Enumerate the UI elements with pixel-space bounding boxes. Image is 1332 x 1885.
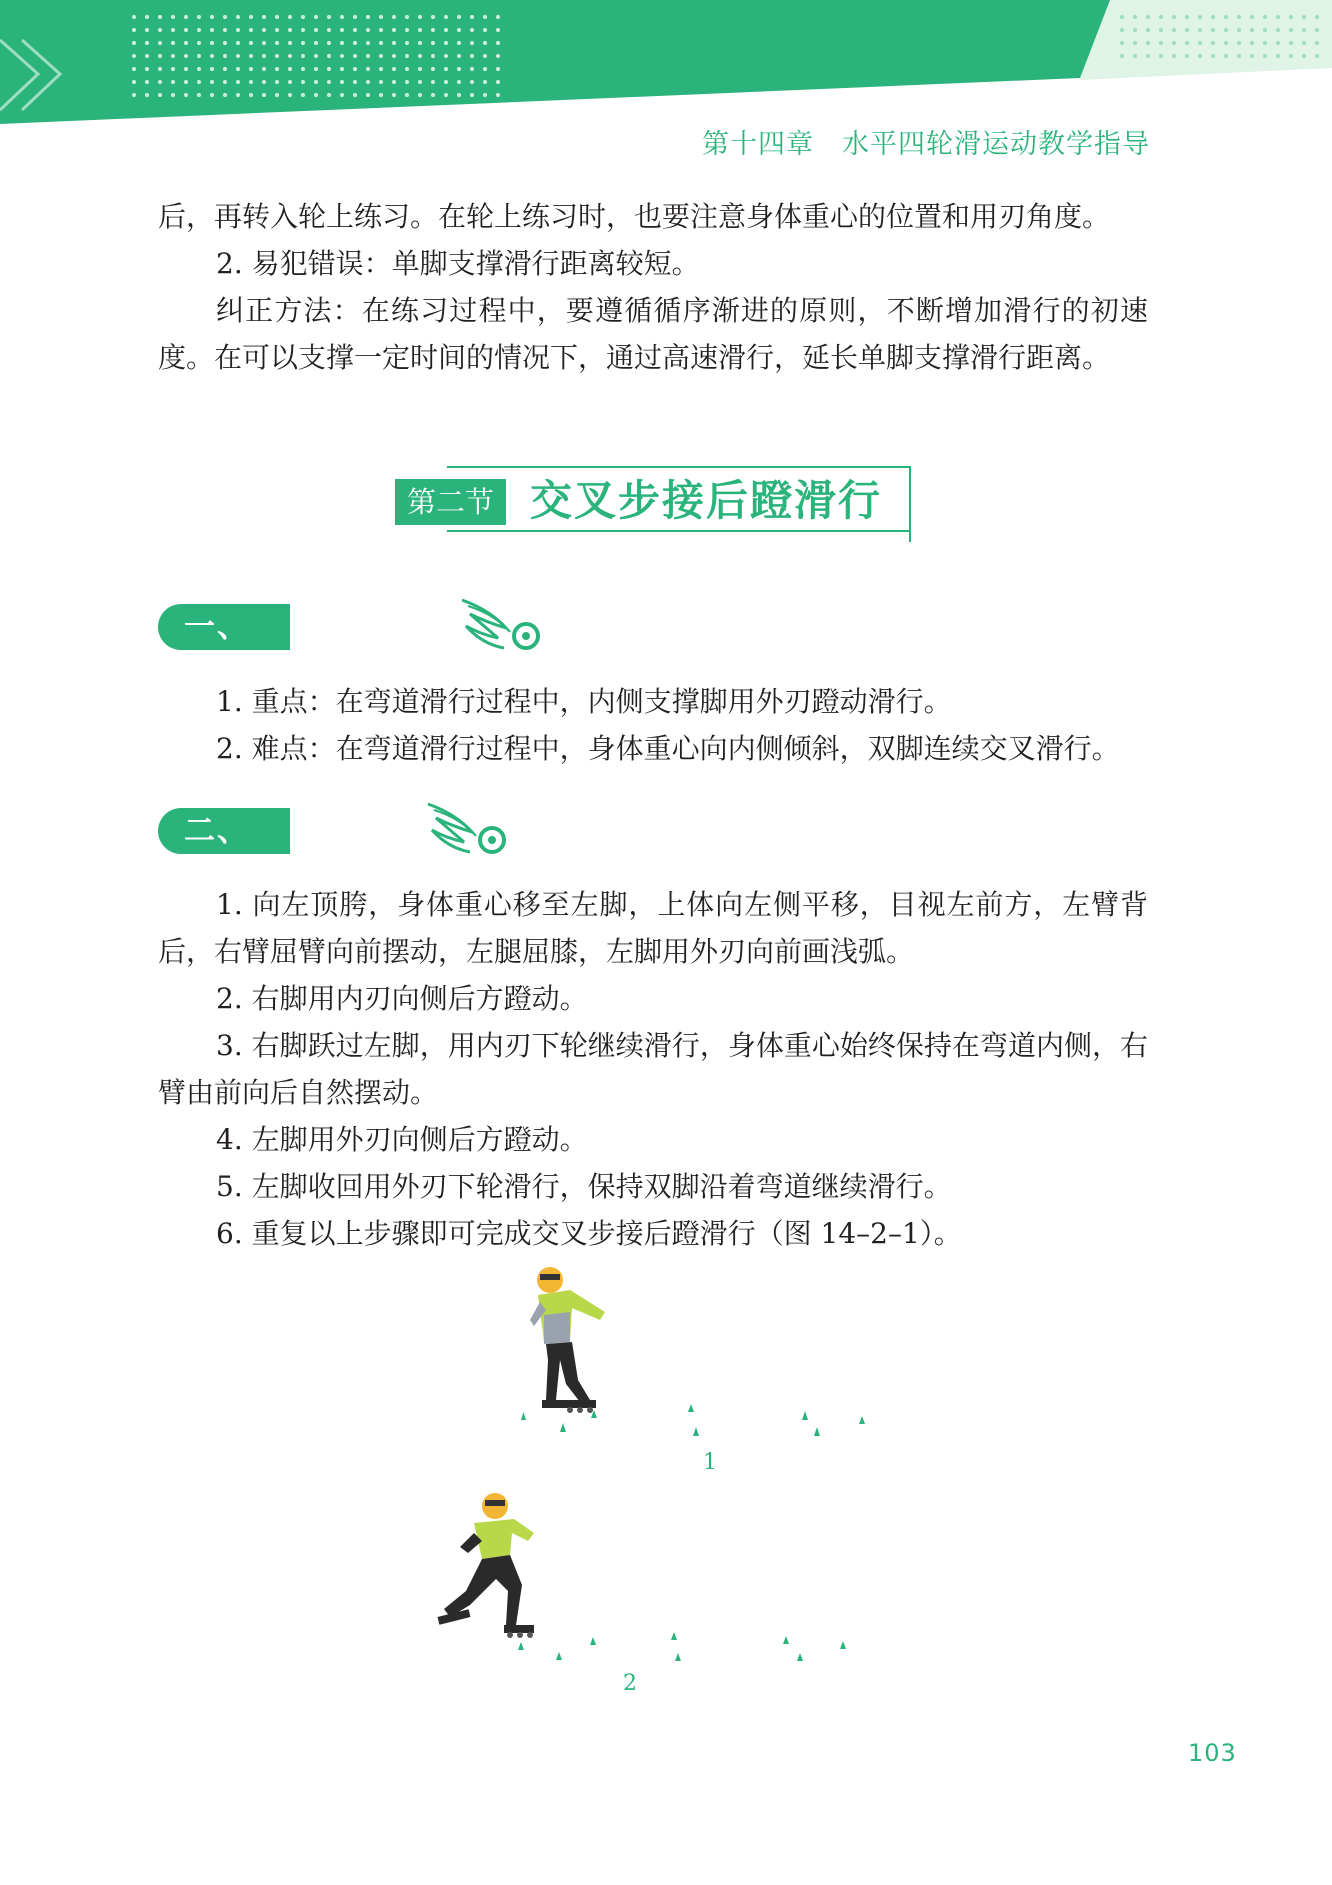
technique-list	[158, 881, 1148, 1257]
header-decoration	[0, 0, 1332, 130]
list-item: 2. 难点：在弯道滑行过程中，身体重心向内侧倾斜，双脚连续交叉滑行。	[216, 732, 1120, 765]
chapter-number: 第十四章	[702, 129, 814, 160]
subsection-title: 二、动作要领	[158, 808, 290, 854]
list-item: 1. 向左顶胯，身体重心移至左脚，上体向左侧平移，目视左前方，左臂背后，右臂屈臂向前摆动，左腿屈膝，左脚用外刃向前画浅弧。	[158, 888, 1148, 968]
list-item: 3. 右脚跃过左脚，用内刃下轮继续滑行，身体重心始终保持在弯道内侧，右臂由前向后自然摆动。	[158, 1029, 1148, 1109]
chapter-title	[702, 122, 1150, 161]
figure-1	[500, 1260, 900, 1475]
paragraph: 2. 易犯错误：单脚支撑滑行距离较短。	[216, 247, 700, 280]
wing-target-icon	[460, 592, 550, 662]
wing-target-icon	[426, 796, 516, 866]
chapter-name: 水平四轮滑运动教学指导	[842, 129, 1150, 160]
section-tag: 第二节	[395, 479, 506, 525]
figure-label: 1	[703, 1450, 717, 1475]
figure-label: 2	[623, 1671, 637, 1696]
skater-illustration	[500, 1260, 900, 1440]
figure-2	[430, 1485, 870, 1705]
list-item: 5. 左脚收回用外刃下轮滑行，保持双脚沿着弯道继续滑行。	[216, 1170, 952, 1203]
section-heading	[395, 466, 915, 534]
page-number: 103	[1188, 1739, 1237, 1767]
list-item: 6. 重复以上步骤即可完成交叉步接后蹬滑行（图 14–2–1）。	[216, 1217, 962, 1250]
paragraph: 后，再转入轮上练习。在轮上练习时，也要注意身体重心的位置和用刃角度。	[158, 200, 1111, 233]
section-title: 交叉步接后蹬滑行	[530, 476, 883, 525]
page-header	[0, 0, 1332, 130]
list-item: 2. 右脚用内刃向侧后方蹬动。	[216, 982, 588, 1015]
list-item: 1. 重点：在弯道滑行过程中，内侧支撑脚用外刃蹬动滑行。	[216, 685, 952, 718]
subsection-title: 一、重点与难点	[158, 604, 290, 650]
skater-illustration	[430, 1485, 870, 1685]
list-item: 4. 左脚用外刃向侧后方蹬动。	[216, 1123, 588, 1156]
intro-text	[158, 193, 1148, 381]
key-points-list	[158, 678, 1148, 772]
paragraph: 纠正方法：在练习过程中，要遵循循序渐进的原则，不断增加滑行的初速度。在可以支撑一定时间的情况下，通过高速滑行，延长单脚支撑滑行距离。	[158, 294, 1148, 374]
